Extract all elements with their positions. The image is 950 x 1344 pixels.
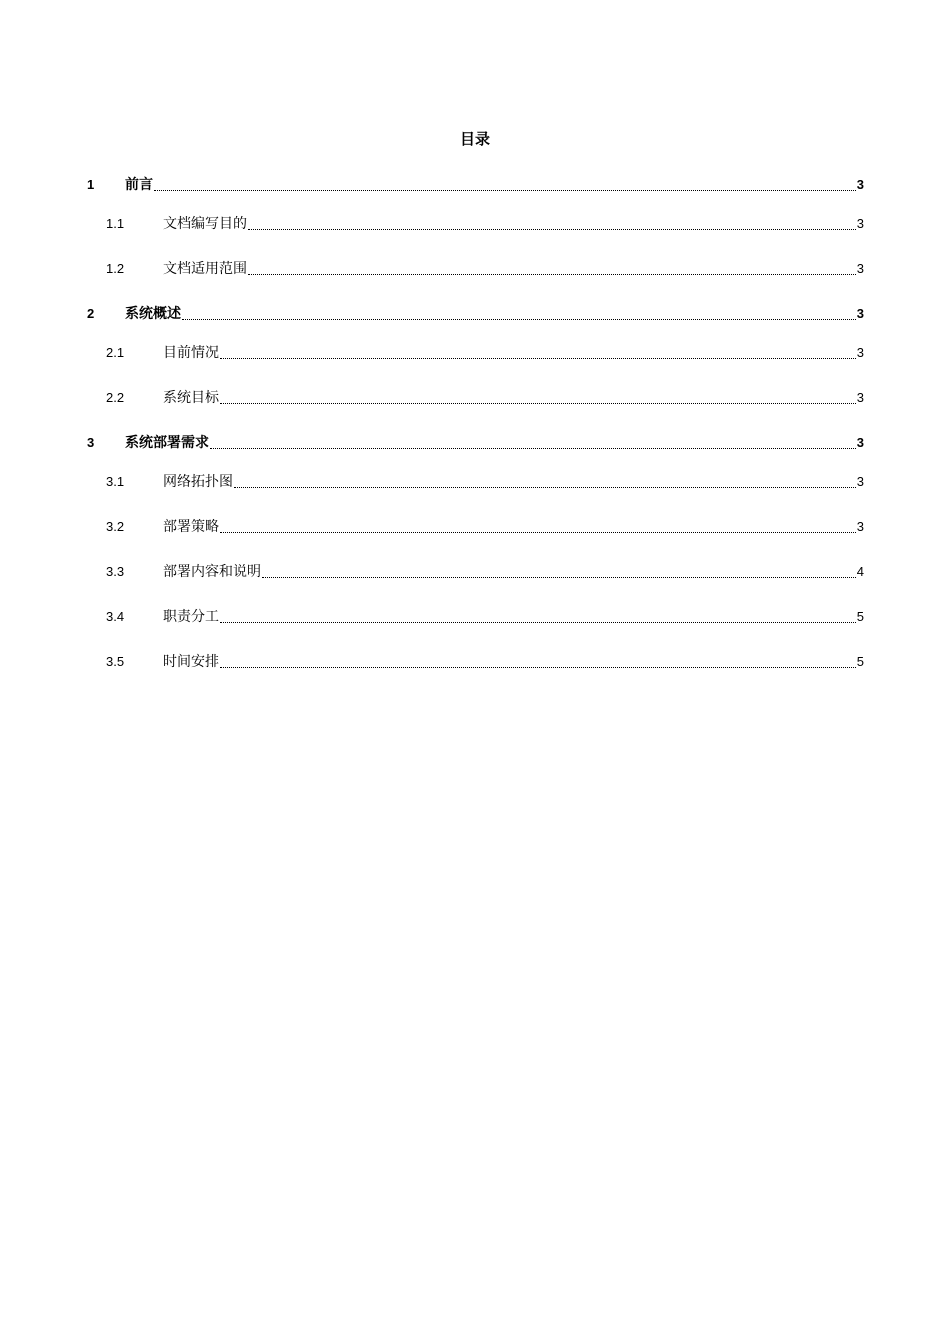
toc-entry-3[interactable] xyxy=(87,430,864,452)
toc-entry-page: 3 xyxy=(856,261,864,276)
toc-entry-page: 3 xyxy=(856,435,864,450)
toc-entry-label: 前言 xyxy=(125,177,153,193)
toc-entry-1[interactable] xyxy=(87,172,864,194)
toc-entry-label: 系统部署需求 xyxy=(125,435,209,451)
toc-leader-dots xyxy=(262,563,856,581)
toc-leader-dots xyxy=(182,305,856,323)
toc-leader-dots xyxy=(220,344,856,362)
toc-entry-label: 文档编写目的 xyxy=(163,216,247,232)
toc-leader-dots xyxy=(220,608,856,626)
toc-entry-number: 3.5 xyxy=(106,654,125,669)
toc-entry-page: 3 xyxy=(856,306,864,321)
toc-entry-1-1[interactable] xyxy=(87,211,864,233)
toc-leader-dots xyxy=(220,518,856,536)
toc-leader-dots xyxy=(234,473,856,491)
toc-leader-dots xyxy=(210,434,856,452)
toc-leader-dots xyxy=(154,176,856,194)
toc-title: 目录 xyxy=(459,130,490,148)
toc-entry-page: 3 xyxy=(856,519,864,534)
toc-entry-3-2[interactable] xyxy=(87,514,864,536)
toc-entry-number: 1.2 xyxy=(106,261,125,276)
toc-entry-3-3[interactable] xyxy=(87,559,864,581)
toc-entry-number: 3 xyxy=(87,435,95,450)
toc-entry-3-1[interactable] xyxy=(87,469,864,491)
toc-entry-number: 3.1 xyxy=(106,474,125,489)
toc-entry-number: 3.2 xyxy=(106,519,125,534)
toc-entry-3-5[interactable] xyxy=(87,649,864,671)
toc-entry-number: 3.4 xyxy=(106,609,125,624)
toc-entry-label: 部署内容和说明 xyxy=(163,564,261,580)
toc-entry-label: 网络拓扑图 xyxy=(163,474,233,490)
toc-leader-dots xyxy=(220,653,856,671)
toc-entry-label: 部署策略 xyxy=(163,519,219,535)
toc-entry-page: 3 xyxy=(856,177,864,192)
toc-leader-dots xyxy=(248,260,856,278)
toc-leader-dots xyxy=(220,389,856,407)
toc-entry-number: 1.1 xyxy=(106,216,125,231)
toc-entry-page: 3 xyxy=(856,216,864,231)
toc-entry-page: 5 xyxy=(856,609,864,624)
toc-entry-number: 3.3 xyxy=(106,564,125,579)
toc-entry-label: 系统目标 xyxy=(163,390,219,406)
toc-entry-1-2[interactable] xyxy=(87,256,864,278)
toc-entry-2[interactable] xyxy=(87,301,864,323)
toc-entry-label: 职责分工 xyxy=(163,609,219,625)
toc-entry-label: 文档适用范围 xyxy=(163,261,247,277)
toc-entry-label: 时间安排 xyxy=(163,654,219,670)
toc-entry-label: 系统概述 xyxy=(125,306,181,322)
toc-entry-number: 2.2 xyxy=(106,390,125,405)
toc-entry-page: 3 xyxy=(856,345,864,360)
toc-entry-page: 3 xyxy=(856,474,864,489)
toc-leader-dots xyxy=(248,215,856,233)
toc-entry-page: 5 xyxy=(856,654,864,669)
toc-entry-number: 2.1 xyxy=(106,345,125,360)
toc-entry-number: 1 xyxy=(87,177,95,192)
toc-entry-2-2[interactable] xyxy=(87,385,864,407)
toc-entry-page: 3 xyxy=(856,390,864,405)
toc-entry-label: 目前情况 xyxy=(163,345,219,361)
toc-entry-page: 4 xyxy=(856,564,864,579)
toc-entry-2-1[interactable] xyxy=(87,340,864,362)
toc-entry-3-4[interactable] xyxy=(87,604,864,626)
toc-entry-number: 2 xyxy=(87,306,95,321)
